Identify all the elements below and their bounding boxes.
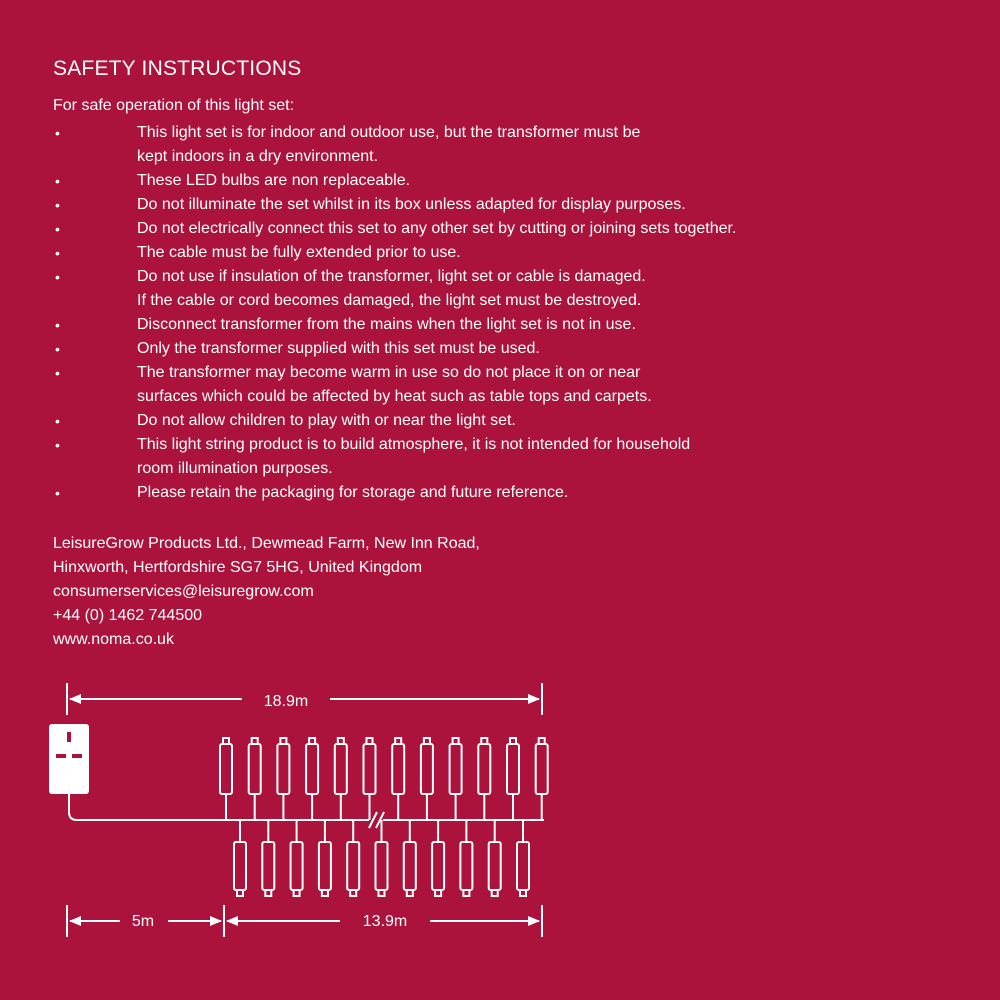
led-bulb-icon (478, 738, 490, 820)
safety-item-line: Only the transformer supplied with this set must be used. (137, 340, 540, 357)
bulb-cap (265, 890, 271, 896)
led-bulb-icon (262, 820, 274, 896)
bullet-icon: • (55, 437, 60, 453)
bullet-icon: • (55, 173, 60, 189)
led-bulb-icon (220, 738, 232, 820)
bullet-icon: • (55, 413, 60, 429)
total-length-label: 18.9m (263, 693, 309, 710)
bulb-cap (492, 890, 498, 896)
bulb-cap (322, 890, 328, 896)
bulb-cap (294, 890, 300, 896)
bulb-cap (407, 890, 413, 896)
bulb-cap (539, 738, 545, 744)
led-bulb-icon (450, 738, 462, 820)
bulb-cap (338, 738, 344, 744)
cable (69, 794, 544, 820)
bullet-icon: • (55, 245, 60, 261)
page-title: SAFETY INSTRUCTIONS (53, 57, 302, 80)
led-bulb-icon (277, 738, 289, 820)
safety-item-line: This light set is for indoor and outdoor use, but the transformer must be (137, 124, 641, 141)
bullet-icon: • (55, 125, 60, 141)
lead-length-label: 5m (131, 913, 155, 930)
bulb-cap (252, 738, 258, 744)
bulb-cap (424, 738, 430, 744)
safety-item-line: If the cable or cord becomes damaged, the light set must be destroyed. (137, 292, 642, 309)
address-line-1: LeisureGrow Products Ltd., Dewmead Farm, New Inn Road, (53, 535, 480, 552)
lit-length-label: 13.9m (362, 913, 408, 930)
led-bulb-icon (517, 820, 529, 896)
bulb-cap (463, 890, 469, 896)
bulb-cap (379, 890, 385, 896)
phone-text: +44 (0) 1462 744500 (53, 607, 203, 624)
bulb-cap (367, 738, 373, 744)
safety-item-line: Do not use if insulation of the transformer, light set or cable is damaged. (137, 268, 646, 285)
safety-item-line: The cable must be fully extended prior to use. (137, 244, 461, 261)
led-bulb-icon (249, 738, 261, 820)
led-bulb-icon (432, 820, 444, 896)
email-text: consumerservices@leisuregrow.com (53, 583, 314, 600)
led-bulb-icon (376, 820, 388, 896)
led-bulb-icon (364, 738, 376, 820)
safety-item-line: Please retain the packaging for storage and future reference. (137, 484, 569, 501)
safety-item-line: These LED bulbs are non replaceable. (137, 172, 411, 189)
bulb-cap (453, 738, 459, 744)
bulb-cap (309, 738, 315, 744)
safety-item-line: room illumination purposes. (137, 460, 333, 477)
bulb-cap (435, 890, 441, 896)
led-bulb-icon (536, 738, 548, 820)
safety-item-line: Disconnect transformer from the mains when the light set is not in use. (137, 316, 636, 333)
safety-item-line: The transformer may become warm in use so do not place it on or near (137, 364, 641, 381)
safety-item-line: This light string product is to build atmosphere, it is not intended for household (137, 436, 691, 453)
bulb-cap (520, 890, 526, 896)
led-bulb-icon (291, 820, 303, 896)
plug-icon (49, 724, 89, 794)
bulb-cap (481, 738, 487, 744)
safety-item-line: surfaces which could be affected by heat such as table tops and carpets. (137, 388, 652, 405)
led-bulb-icon (392, 738, 404, 820)
bullet-icon: • (55, 341, 60, 357)
bulb-cap (223, 738, 229, 744)
led-bulb-icon (319, 820, 331, 896)
website-text: www.noma.co.uk (53, 631, 174, 648)
bullet-icon: • (55, 485, 60, 501)
bullet-icon: • (55, 269, 60, 285)
bulbs-top-row (220, 738, 548, 820)
led-bulb-icon (306, 738, 318, 820)
bulb-cap (510, 738, 516, 744)
led-bulb-icon (421, 738, 433, 820)
bulb-cap (280, 738, 286, 744)
led-bulb-icon (234, 820, 246, 896)
safety-item-line: Do not electrically connect this set to any other set by cutting or joining sets together. (137, 220, 737, 237)
led-bulb-icon (507, 738, 519, 820)
bulb-cap (350, 890, 356, 896)
bulbs-bottom-row (234, 820, 529, 896)
safety-item-line: kept indoors in a dry environment. (137, 148, 379, 165)
safety-item-line: Do not illuminate the set whilst in its box unless adapted for display purposes. (137, 196, 686, 213)
led-bulb-icon (460, 820, 472, 896)
bullet-icon: • (55, 317, 60, 333)
led-bulb-icon (335, 738, 347, 820)
bulb-cap (395, 738, 401, 744)
safety-item-line: Do not allow children to play with or near the light set. (137, 412, 516, 429)
bullet-icon: • (55, 221, 60, 237)
bullet-icon: • (55, 365, 60, 381)
bullet-icon: • (55, 197, 60, 213)
intro-text: For safe operation of this light set: (53, 97, 295, 114)
led-bulb-icon (404, 820, 416, 896)
address-line-2: Hinxworth, Hertfordshire SG7 5HG, United Kingdom (53, 559, 423, 576)
bulb-cap (237, 890, 243, 896)
led-bulb-icon (489, 820, 501, 896)
led-bulb-icon (347, 820, 359, 896)
